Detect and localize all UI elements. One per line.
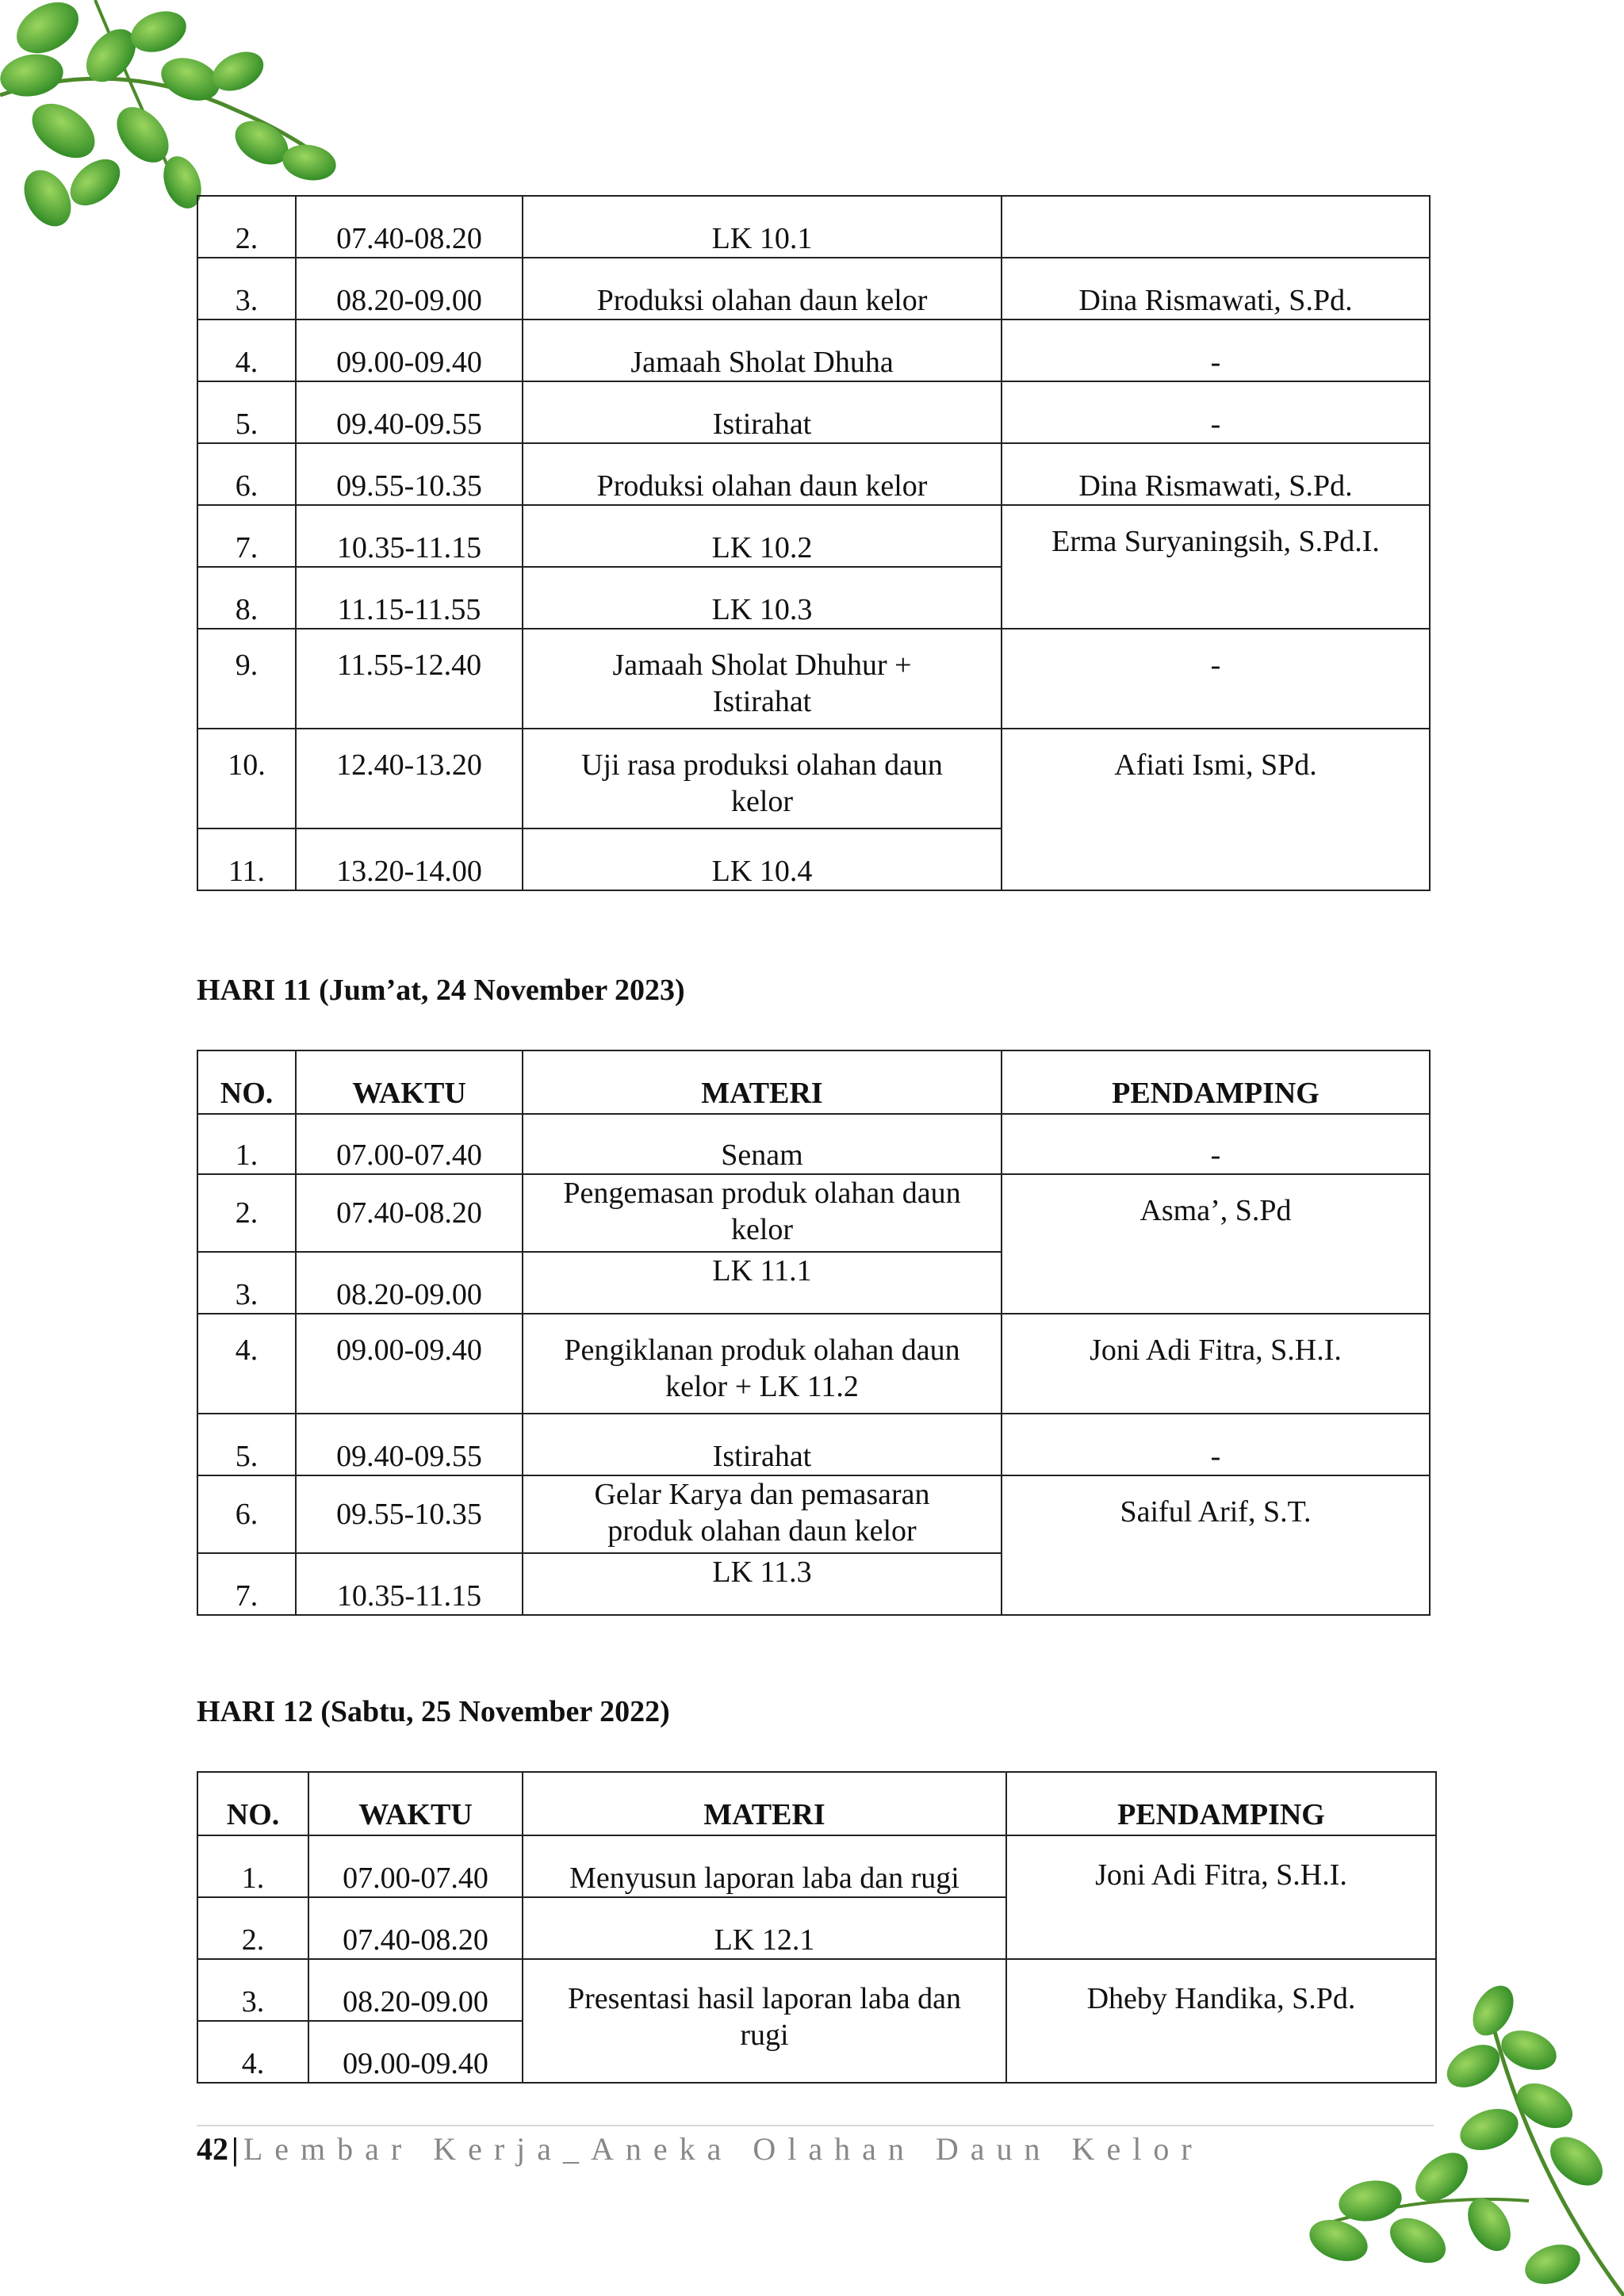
footer-separator: | [232,2131,239,2167]
cell-time: 11.55-12.40 [296,629,523,729]
cell-time: 09.40-09.55 [296,381,523,443]
cell-pendamping: - [1002,1114,1430,1174]
cell-no: 4. [197,1314,296,1414]
cell-materi: LK 10.2 [523,505,1002,567]
cell-materi: Jamaah Sholat Dhuha [523,320,1002,381]
cell-no: 6. [197,1475,296,1553]
cell-materi: Produksi olahan daun kelor [523,258,1002,320]
header-no: NO. [197,1772,308,1835]
cell-time: 07.00-07.40 [308,1835,523,1897]
cell-no: 1. [197,1835,308,1897]
cell-pendamping [1002,196,1430,258]
cell-time: 08.20-09.00 [296,1252,523,1314]
cell-no: 11. [197,828,296,890]
cell-pendamping: Dina Rismawati, S.Pd. [1002,258,1430,320]
cell-no: 2. [197,196,296,258]
cell-time: 09.00-09.40 [296,1314,523,1414]
cell-time: 10.35-11.15 [296,1553,523,1615]
cell-pendamping: Erma Suryaningsih, S.Pd.I. [1002,505,1430,629]
cell-time: 07.40-08.20 [296,1174,523,1252]
cell-pendamping: Joni Adi Fitra, S.H.I. [1006,1835,1436,1959]
cell-materi [523,1475,1002,1553]
cell-materi: LK 12.1 [523,1897,1006,1959]
cell-materi: LK 10.4 [523,828,1002,890]
cell-pendamping: Dheby Handika, S.Pd. [1006,1959,1436,2083]
cell-materi: Istirahat [523,1414,1002,1475]
materi-line: kelor [730,1213,794,1246]
cell-no: 7. [197,1553,296,1615]
cell-materi: LK 11.1 [523,1252,1002,1314]
schedule-table-day12 [197,1771,1437,2084]
cell-pendamping: Joni Adi Fitra, S.H.I. [1002,1314,1430,1414]
materi-line: produk olahan daun kelor [607,1514,917,1548]
schedule-table-day10-continued [197,195,1431,891]
materi-line: kelor + LK 11.2 [665,1370,859,1403]
cell-no: 4. [197,320,296,381]
cell-no: 3. [197,1252,296,1314]
cell-time: 09.40-09.55 [296,1414,523,1475]
cell-no: 4. [197,2021,308,2083]
cell-materi: LK 11.3 [523,1553,1002,1615]
cell-pendamping: Afiati Ismi, SPd. [1002,729,1430,890]
header-no: NO. [197,1050,296,1114]
materi-line: Gelar Karya dan pemasaran [594,1478,930,1511]
cell-time: 07.00-07.40 [296,1114,523,1174]
cell-time: 07.40-08.20 [308,1897,523,1959]
cell-materi: LK 10.1 [523,196,1002,258]
cell-pendamping: Dina Rismawati, S.Pd. [1002,443,1430,505]
materi-line: Uji rasa produksi olahan daun [581,748,943,782]
cell-no: 2. [197,1897,308,1959]
cell-time: 09.55-10.35 [296,443,523,505]
cell-time: 13.20-14.00 [296,828,523,890]
cell-no: 9. [197,629,296,729]
materi-line: rugi [740,2019,789,2052]
cell-time: 08.20-09.00 [296,258,523,320]
header-pendamping: PENDAMPING [1006,1772,1436,1835]
header-materi: MATERI [523,1050,1002,1114]
materi-line: kelor [730,785,794,818]
cell-materi [523,729,1002,828]
book-title: Lembar Kerja_Aneka Olahan Daun Kelor [243,2131,1204,2167]
cell-no: 3. [197,1959,308,2021]
cell-materi [523,1174,1002,1252]
cell-no: 10. [197,729,296,828]
cell-no: 5. [197,381,296,443]
cell-materi [523,1959,1006,2083]
header-materi: MATERI [523,1772,1006,1835]
cell-pendamping: - [1002,320,1430,381]
header-pendamping: PENDAMPING [1002,1050,1430,1114]
cell-materi: LK 10.3 [523,567,1002,629]
page-footer [197,2128,1204,2171]
cell-pendamping: Saiful Arif, S.T. [1002,1475,1430,1615]
page-number: 42 [197,2131,228,2167]
cell-time: 08.20-09.00 [308,1959,523,2021]
cell-materi [523,1314,1002,1414]
cell-time: 09.55-10.35 [296,1475,523,1553]
cell-no: 3. [197,258,296,320]
materi-line: Pengemasan produk olahan daun [563,1177,961,1210]
cell-materi: Istirahat [523,381,1002,443]
cell-materi [523,629,1002,729]
cell-time: 10.35-11.15 [296,505,523,567]
cell-no: 1. [197,1114,296,1174]
day12-heading: HARI 12 (Sabtu, 25 November 2022) [197,1695,670,1728]
cell-pendamping: Asma’, S.Pd [1002,1174,1430,1314]
cell-pendamping: - [1002,629,1430,729]
schedule-table-day11 [197,1050,1431,1616]
cell-materi: Menyusun laporan laba dan rugi [523,1835,1006,1897]
cell-pendamping: - [1002,1414,1430,1475]
header-waktu: WAKTU [296,1050,523,1114]
cell-time: 11.15-11.55 [296,567,523,629]
cell-time: 07.40-08.20 [296,196,523,258]
materi-line: Istirahat [712,685,812,718]
cell-time: 09.00-09.40 [308,2021,523,2083]
cell-materi: Produksi olahan daun kelor [523,443,1002,505]
cell-no: 6. [197,443,296,505]
cell-no: 5. [197,1414,296,1475]
cell-no: 8. [197,567,296,629]
day11-heading: HARI 11 (Jum’at, 24 November 2023) [197,974,685,1007]
cell-no: 7. [197,505,296,567]
cell-materi: Senam [523,1114,1002,1174]
cell-time: 12.40-13.20 [296,729,523,828]
materi-line: Pengiklanan produk olahan daun [564,1334,960,1367]
materi-line: Jamaah Sholat Dhuhur + [612,649,912,682]
footer-divider [197,2125,1434,2126]
cell-no: 2. [197,1174,296,1252]
materi-line: Presentasi hasil laporan laba dan [568,1982,961,2015]
header-waktu: WAKTU [308,1772,523,1835]
cell-pendamping: - [1002,381,1430,443]
cell-time: 09.00-09.40 [296,320,523,381]
